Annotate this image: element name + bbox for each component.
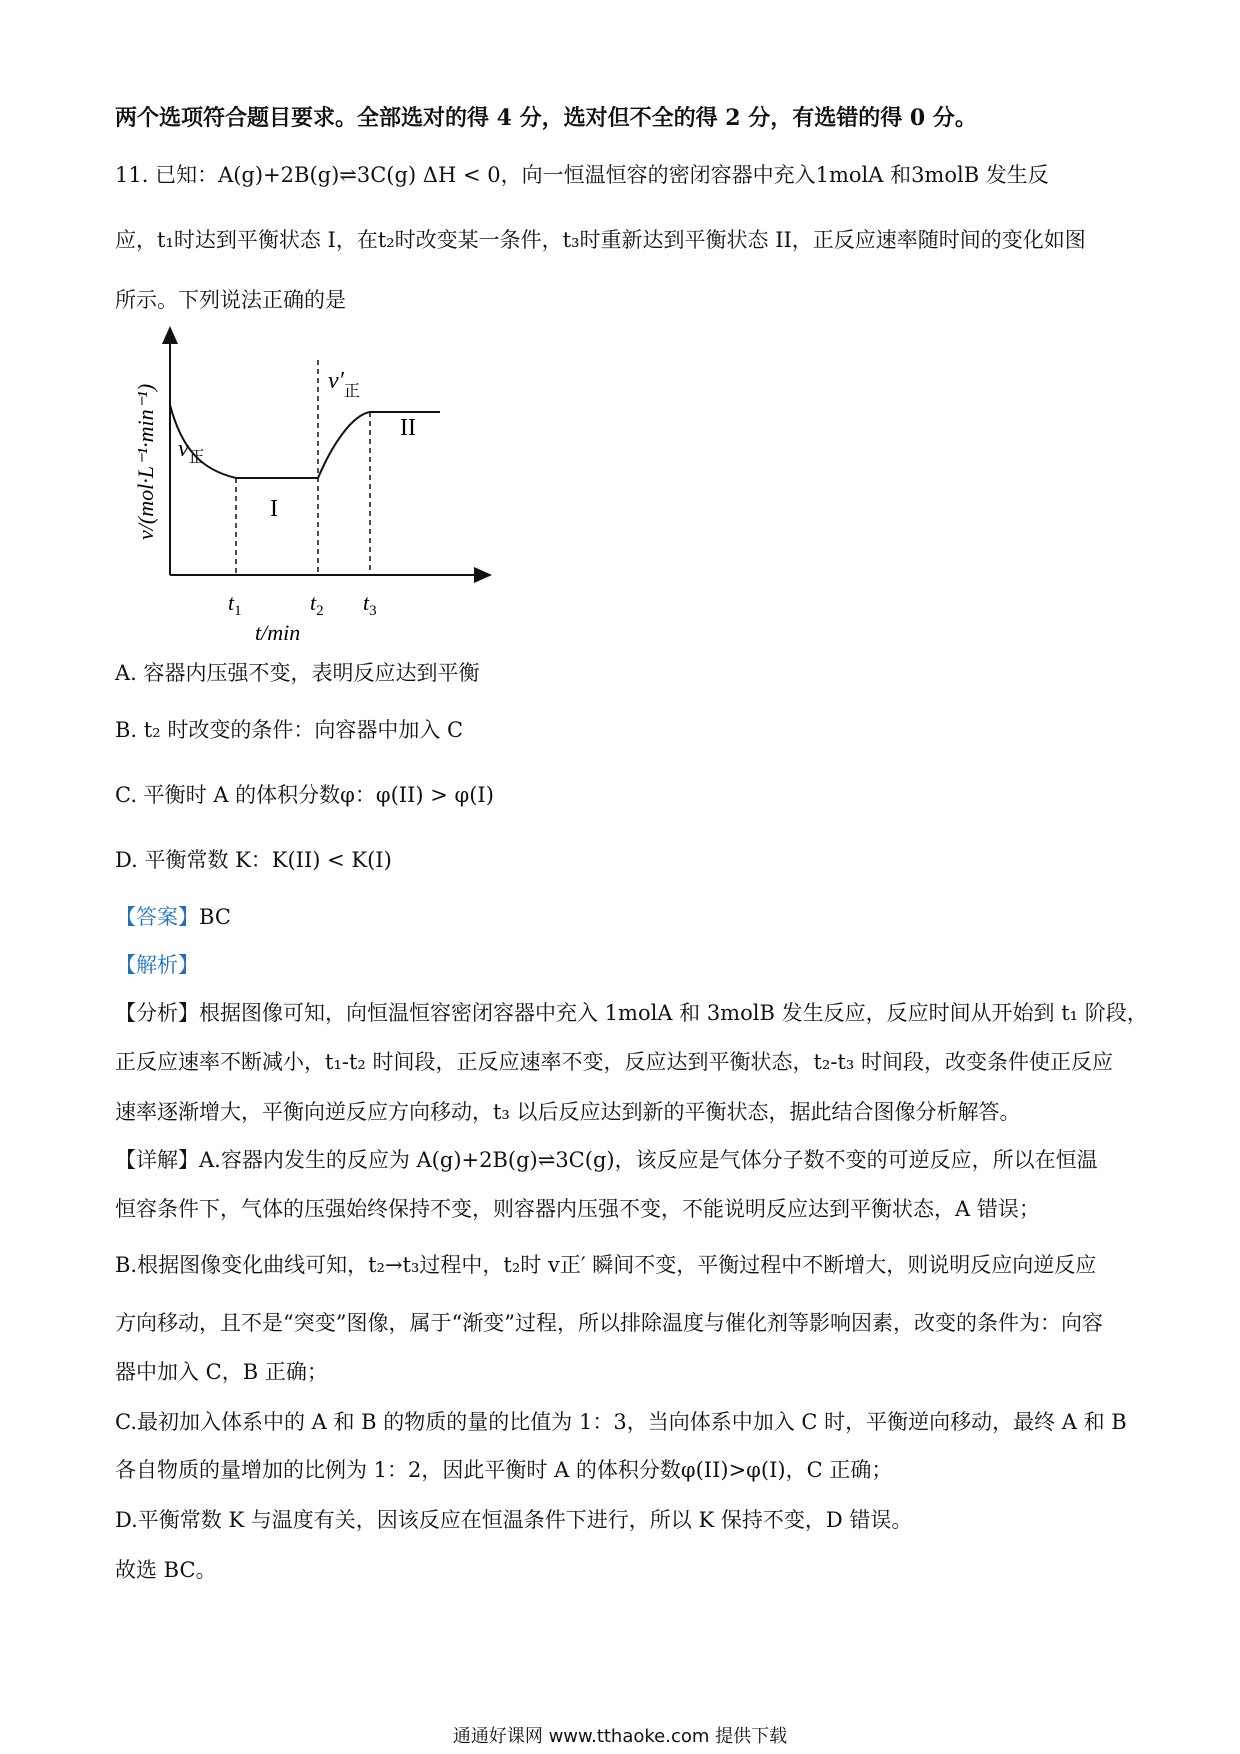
detail-line-8: D.平衡常数 K 与温度有关，因该反应在恒温条件下进行，所以 K 保持不变，D 错误。 (115, 1508, 913, 1532)
answer-line (115, 902, 1135, 932)
detail-line-6: C.最初加入体系中的 A 和 B 的物质的量的比值为 1：3，当向体系中加入 C 时，平衡逆向移动，最终 A 和 B (115, 1410, 1127, 1434)
analysis-line-3: 速率逐渐增大，平衡向逆反应方向移动，t₃ 以后反应达到新的平衡状态，据此结合图像分析解答。 (115, 1100, 1021, 1124)
rate-time-graph (120, 320, 510, 650)
instructions: 两个选项符合题目要求。全部选对的得 4 分，选对但不全的得 2 分，有选错的得 0 分。 (115, 105, 977, 131)
tick-t2: $t_2$ (310, 590, 324, 619)
region-label-1: I (270, 496, 278, 522)
region-label-2: II (400, 415, 416, 441)
analysis-line-1: 【分析】根据图像可知，向恒温恒容密闭容器中充入 1molA 和 3molB 发生反应，反应时间从开始到 t₁ 阶段， (115, 1001, 1148, 1025)
curve-label-v-forward: $v_正$ (178, 436, 205, 466)
option-d: D. 平衡常数 K：K(II) < K(I) (115, 848, 392, 872)
option-c: C. 平衡时 A 的体积分数φ：φ(II) > φ(I) (115, 783, 494, 807)
option-b: B. t₂ 时改变的条件：向容器中加入 C (115, 718, 464, 742)
footer-text: 通通好课网 www.tthaoke.com 提供下载 (452, 1726, 788, 1747)
curve-label-v-forward-prime: $v'_正$ (328, 368, 360, 400)
detail-line-2: 恒容条件下，气体的压强始终保持不变，则容器内压强不变，不能说明反应达到平衡状态，A 错误； (115, 1197, 1040, 1221)
detail-line-5: 器中加入 C，B 正确； (115, 1360, 328, 1384)
analysis-tag: 【解析】 (115, 953, 199, 977)
y-axis-label: v/(mol·L⁻¹·min⁻¹) (133, 383, 158, 540)
answer-tag: 【答案】 (115, 905, 199, 929)
detail-line-7: 各自物质的量增加的比例为 1：2，因此平衡时 A 的体积分数φ(II)>φ(I)，C 正确； (115, 1458, 893, 1482)
question-line-2: 应，t₁时达到平衡状态 I，在t₂时改变某一条件，t₃时重新达到平衡状态 II，正反应速率随时间的变化如图 (115, 228, 1086, 252)
option-a: A. 容器内压强不变，表明反应达到平衡 (115, 661, 480, 685)
detail-line-1: 【详解】A.容器内发生的反应为 A(g)+2B(g)⇌3C(g)，该反应是气体分子数不变的可逆反应，所以在恒温 (115, 1148, 1098, 1172)
answer-value: BC (199, 905, 231, 929)
question-line-1: 11. 已知：A(g)+2B(g)⇌3C(g) ΔH < 0，向一恒温恒容的密闭容器中充入1molA 和3molB 发生反 (115, 163, 1049, 187)
tick-t1: $t_1$ (228, 590, 242, 619)
analysis-line-2: 正反应速率不断减小，t₁-t₂ 时间段，正反应速率不变，反应达到平衡状态，t₂-t₃ 时间段，改变条件使正反应 (115, 1050, 1113, 1074)
detail-line-3: B.根据图像变化曲线可知，t₂→t₃过程中，t₂时 v正′ 瞬间不变，平衡过程中不断增大，则说明反应向逆反应 (115, 1253, 1097, 1277)
detail-line-4: 方向移动，且不是“突变”图像，属于“渐变”过程，所以排除温度与催化剂等影响因素，改变的条件为：向容 (115, 1311, 1103, 1335)
tick-t3: $t_3$ (363, 590, 377, 619)
x-axis-label: t/min (255, 620, 301, 645)
question-line-3: 所示。下列说法正确的是 (115, 288, 346, 312)
detail-line-9: 故选 BC。 (115, 1558, 217, 1582)
